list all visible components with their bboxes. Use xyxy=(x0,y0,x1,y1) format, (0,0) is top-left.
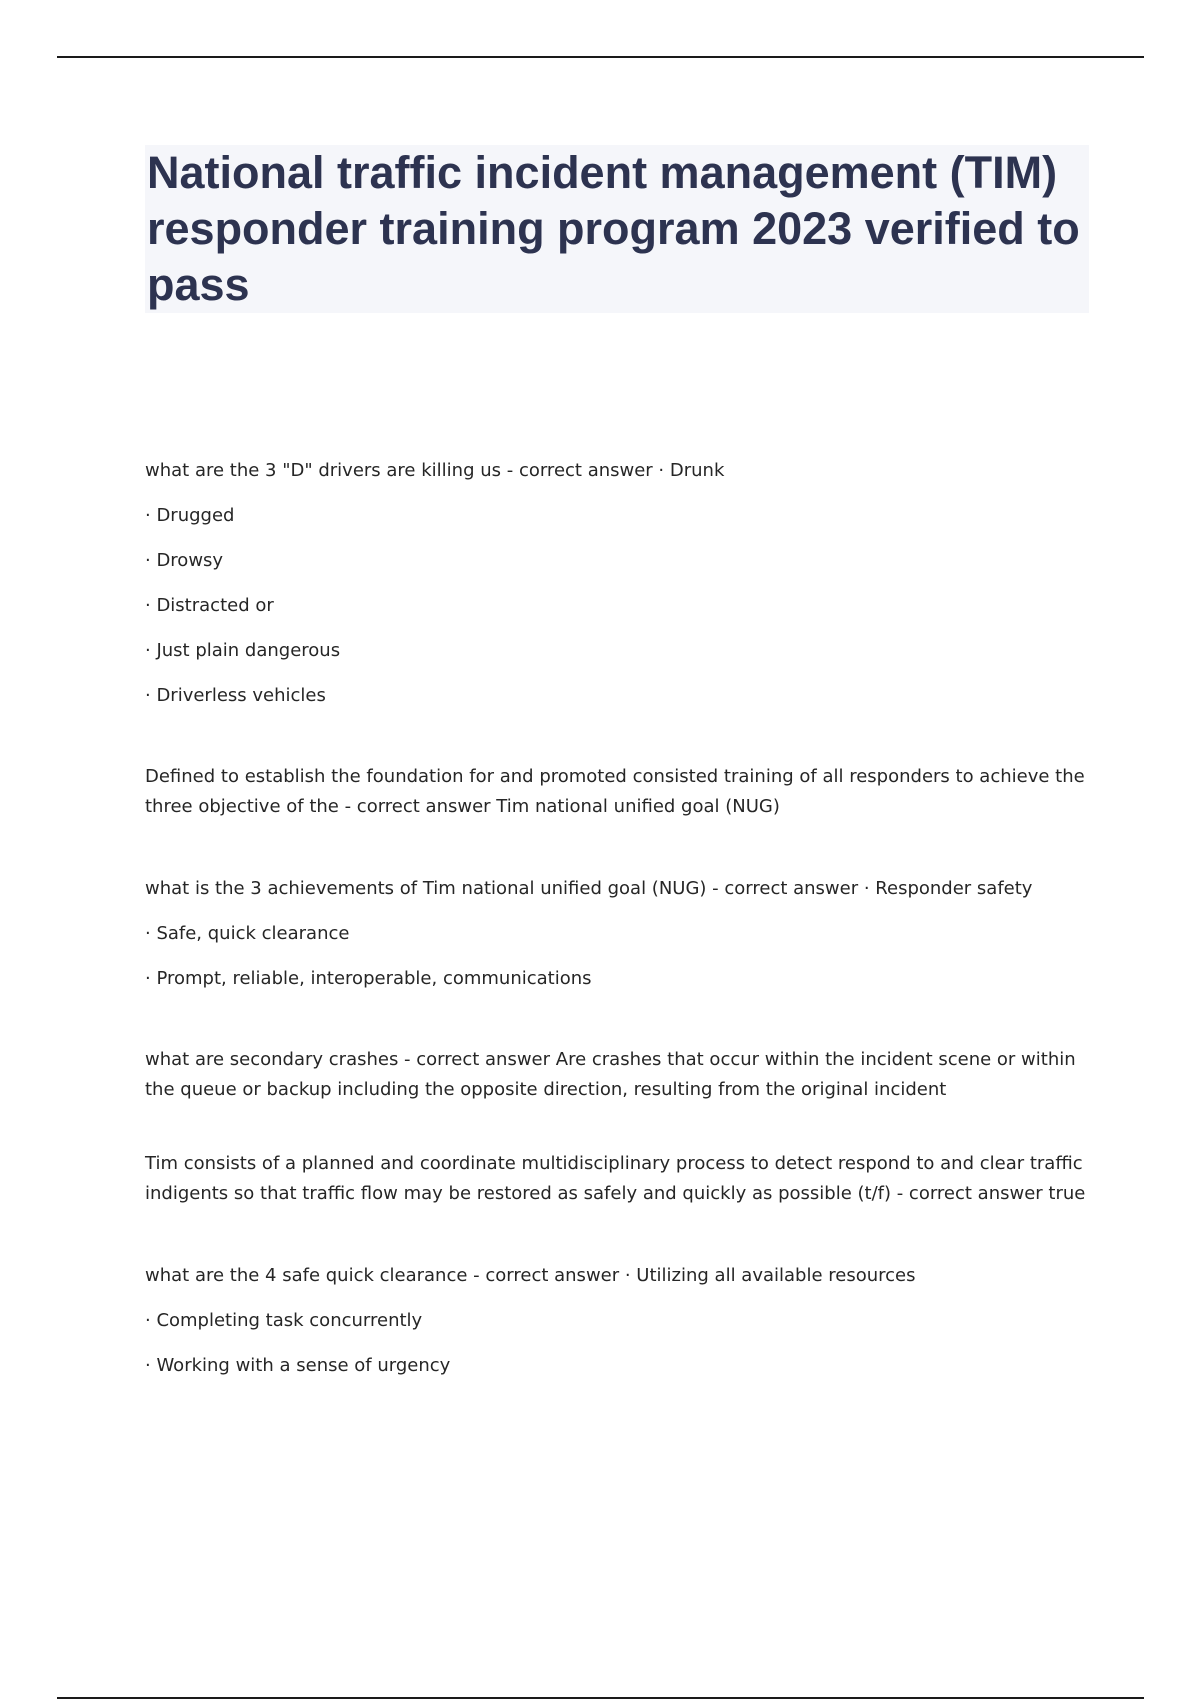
answer-bullet: · Just plain dangerous xyxy=(145,640,341,661)
document-body xyxy=(145,448,1095,1388)
qa-block-safe-quick-clearance xyxy=(145,1253,1095,1388)
qa-paragraph: what are secondary crashes - correct answer Are crashes that occur within the incident scene or within the queue or backup including the opposite direction, resulting from the original incident xyxy=(145,1049,1076,1100)
question-line: what are the 4 safe quick clearance - correct answer · Utilizing all available resources xyxy=(145,1265,916,1286)
answer-bullet: · Prompt, reliable, interoperable, communications xyxy=(145,968,592,989)
answer-bullet: · Distracted or xyxy=(145,595,274,616)
qa-paragraph: Defined to establish the foundation for and promoted consisted training of all responders to achieve the three objective of the - correct answer Tim national unified goal (NUG) xyxy=(145,766,1085,817)
bottom-rule xyxy=(57,1697,1144,1699)
document-title: National traffic incident management (TIM) responder training program 2023 verified to pass xyxy=(147,147,1080,310)
top-rule xyxy=(57,56,1144,58)
title-box xyxy=(145,145,1089,313)
qa-block-tim-process xyxy=(145,1149,1095,1209)
answer-bullet: · Drowsy xyxy=(145,550,224,571)
question-line: what is the 3 achievements of Tim national unified goal (NUG) - correct answer · Responder safety xyxy=(145,878,1033,899)
answer-bullet: · Safe, quick clearance xyxy=(145,923,350,944)
qa-block-secondary-crashes xyxy=(145,1045,1095,1105)
qa-block-nug-achievements xyxy=(145,866,1095,1001)
qa-block-drivers xyxy=(145,448,1095,718)
answer-bullet: · Drugged xyxy=(145,505,235,526)
qa-block-nug-definition xyxy=(145,762,1095,822)
answer-bullet: · Working with a sense of urgency xyxy=(145,1355,451,1376)
question-line: what are the 3 "D" drivers are killing us - correct answer · Drunk xyxy=(145,460,725,481)
qa-paragraph: Tim consists of a planned and coordinate multidisciplinary process to detect respond to and clear traffic indigents so that traffic flow may be restored as safely and quickly as possible (t/f) - correct answer true xyxy=(145,1153,1086,1204)
answer-bullet: · Driverless vehicles xyxy=(145,685,326,706)
answer-bullet: · Completing task concurrently xyxy=(145,1310,423,1331)
